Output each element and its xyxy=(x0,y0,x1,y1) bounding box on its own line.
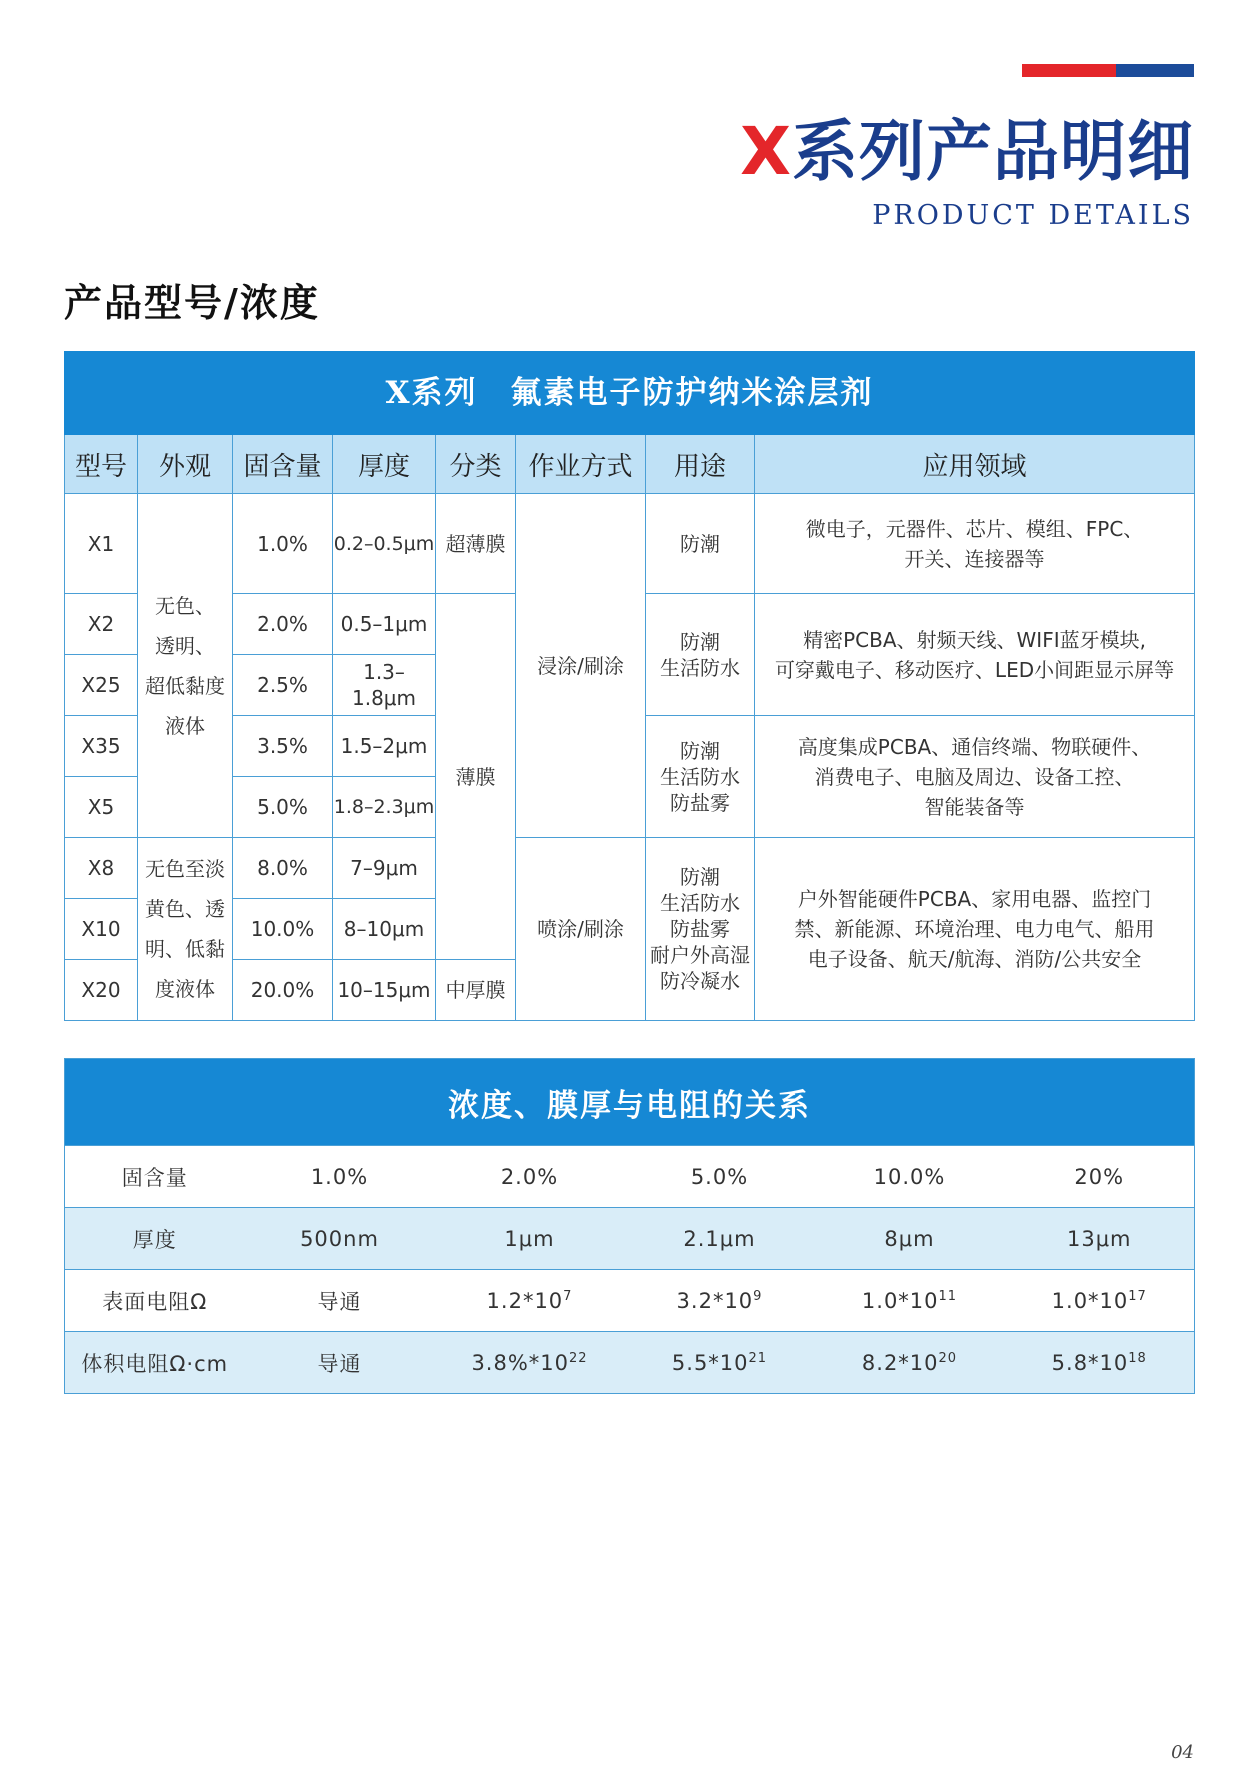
appearance-line: 无色至淡 xyxy=(145,857,225,881)
value-cell xyxy=(245,1332,435,1394)
value-exponent: 17 xyxy=(1128,1288,1147,1304)
thickness-cell: 1.3–1.8μm xyxy=(333,655,436,716)
thickness-cell: 0.5–1μm xyxy=(333,594,436,655)
model-cell: X2 xyxy=(65,594,138,655)
row-label: 厚度 xyxy=(65,1208,245,1270)
thickness-cell: 0.2–0.5μm xyxy=(333,494,436,594)
applications-line: 开关、连接器等 xyxy=(904,546,1045,571)
method-cell: 喷涂/刷涂 xyxy=(516,838,646,1021)
model-cell: X20 xyxy=(65,960,138,1021)
usage-line: 防潮 xyxy=(680,531,720,556)
value-base: 8.2*10 xyxy=(861,1350,939,1375)
value-cell: 10.0% xyxy=(815,1146,1005,1208)
model-cell: X35 xyxy=(65,716,138,777)
value-cell xyxy=(815,1332,1005,1394)
appearance-cell xyxy=(138,838,233,1021)
value-cell xyxy=(625,1332,815,1394)
applications-cell xyxy=(755,494,1195,594)
value-exponent: 11 xyxy=(938,1288,958,1304)
usage-cell xyxy=(646,716,755,838)
value-cell xyxy=(245,1270,435,1332)
value-cell xyxy=(435,1332,625,1394)
value-exponent: 9 xyxy=(753,1288,763,1304)
resistance-table xyxy=(64,1058,1195,1394)
header-category: 分类 xyxy=(436,435,516,494)
usage-cell xyxy=(646,594,755,716)
value-exponent: 7 xyxy=(563,1288,573,1304)
appearance-line: 液体 xyxy=(165,713,205,738)
value-base: 3.2*10 xyxy=(676,1288,754,1313)
value-cell: 500nm xyxy=(245,1208,435,1270)
value-cell xyxy=(435,1270,625,1332)
appearance-cell xyxy=(138,494,233,838)
value-cell: 20% xyxy=(1005,1146,1195,1208)
applications-cell xyxy=(755,838,1195,1021)
value-base: 导通 xyxy=(317,1351,362,1376)
value-cell: 1μm xyxy=(435,1208,625,1270)
applications-line: 消费电子、电脑及周边、设备工控、 xyxy=(814,764,1135,789)
appearance-line: 度液体 xyxy=(155,977,215,1001)
solids-cell: 1.0% xyxy=(233,494,333,594)
usage-line: 防潮 xyxy=(680,738,720,763)
usage-line: 生活防水 xyxy=(660,891,740,915)
thickness-cell: 10–15μm xyxy=(333,960,436,1021)
page-title-rest: 系列产品明细 xyxy=(792,113,1194,190)
page-title xyxy=(740,112,1194,192)
usage-cell xyxy=(646,838,755,1021)
applications-line: 电子设备、航天/航海、消防/公共安全 xyxy=(807,947,1142,971)
page-title-x: X xyxy=(740,113,792,190)
model-cell: X8 xyxy=(65,838,138,899)
applications-cell xyxy=(755,716,1195,838)
value-cell xyxy=(815,1270,1005,1332)
value-base: 5.5*10 xyxy=(671,1350,749,1375)
applications-line: 户外智能硬件PCBA、家用电器、监控门 xyxy=(797,887,1152,911)
appearance-line: 透明、 xyxy=(155,633,215,658)
model-cell: X1 xyxy=(65,494,138,594)
category-cell: 超薄膜 xyxy=(436,494,516,594)
solids-cell: 2.0% xyxy=(233,594,333,655)
solids-cell: 20.0% xyxy=(233,960,333,1021)
value-base: 1.0*10 xyxy=(1051,1288,1129,1313)
value-cell: 2.0% xyxy=(435,1146,625,1208)
solids-cell: 5.0% xyxy=(233,777,333,838)
usage-line: 防潮 xyxy=(680,629,720,654)
usage-cell xyxy=(646,494,755,594)
appearance-line: 无色、 xyxy=(155,593,215,618)
category-cell: 薄膜 xyxy=(436,594,516,960)
page-subtitle: PRODUCT DETAILS xyxy=(872,200,1194,231)
value-exponent: 22 xyxy=(569,1350,588,1366)
usage-line: 生活防水 xyxy=(660,655,740,680)
header-method: 作业方式 xyxy=(516,435,646,494)
value-exponent: 20 xyxy=(938,1350,958,1366)
value-base: 导通 xyxy=(317,1289,362,1314)
appearance-line: 黄色、透 xyxy=(145,897,225,921)
value-base: 3.8%*10 xyxy=(471,1350,570,1375)
header-appearance: 外观 xyxy=(138,435,233,494)
value-cell: 13μm xyxy=(1005,1208,1195,1270)
value-base: 1.2*10 xyxy=(486,1288,564,1313)
value-cell xyxy=(1005,1332,1195,1394)
value-base: 5.8*10 xyxy=(1051,1350,1129,1375)
solids-cell: 8.0% xyxy=(233,838,333,899)
header-model: 型号 xyxy=(65,435,138,494)
thickness-cell: 8–10μm xyxy=(333,899,436,960)
applications-line: 可穿戴电子、移动医疗、LED小间距显示屏等 xyxy=(774,657,1175,682)
thickness-cell: 1.5–2μm xyxy=(333,716,436,777)
applications-line: 微电子，元器件、芯片、模组、FPC、 xyxy=(805,516,1144,541)
resistance-table-banner: 浓度、膜厚与电阻的关系 xyxy=(65,1059,1195,1146)
applications-line: 禁、新能源、环境治理、电力电气、船用 xyxy=(794,917,1155,941)
value-base: 1.0*10 xyxy=(861,1288,939,1313)
header-applications: 应用领域 xyxy=(755,435,1195,494)
value-exponent: 21 xyxy=(748,1350,768,1366)
product-table xyxy=(64,351,1195,1021)
value-cell xyxy=(625,1270,815,1332)
thickness-cell: 7–9μm xyxy=(333,838,436,899)
usage-line: 防潮 xyxy=(680,865,720,889)
model-cell: X25 xyxy=(65,655,138,716)
value-cell: 2.1μm xyxy=(625,1208,815,1270)
product-table-banner: X系列 氟素电子防护纳米涂层剂 xyxy=(65,352,1195,435)
section-heading: 产品型号/浓度 xyxy=(64,280,320,325)
usage-line: 生活防水 xyxy=(660,764,740,789)
value-exponent: 18 xyxy=(1128,1350,1147,1366)
row-label: 体积电阻Ω·cm xyxy=(65,1332,245,1394)
row-label: 固含量 xyxy=(65,1146,245,1208)
row-label: 表面电阻Ω xyxy=(65,1270,245,1332)
model-cell: X5 xyxy=(65,777,138,838)
page-number: 04 xyxy=(1171,1742,1194,1763)
value-cell: 8μm xyxy=(815,1208,1005,1270)
method-cell: 浸涂/刷涂 xyxy=(516,494,646,838)
solids-cell: 2.5% xyxy=(233,655,333,716)
model-cell: X10 xyxy=(65,899,138,960)
appearance-line: 明、低黏 xyxy=(145,937,225,961)
header-thickness: 厚度 xyxy=(333,435,436,494)
category-cell: 中厚膜 xyxy=(436,960,516,1021)
applications-line: 精密PCBA、射频天线、WIFI蓝牙模块, xyxy=(803,627,1146,652)
value-cell: 5.0% xyxy=(625,1146,815,1208)
header-usage: 用途 xyxy=(646,435,755,494)
applications-line: 智能装备等 xyxy=(924,794,1025,819)
solids-cell: 10.0% xyxy=(233,899,333,960)
header-solids: 固含量 xyxy=(233,435,333,494)
accent-bar-red xyxy=(1022,64,1116,77)
thickness-cell: 1.8–2.3μm xyxy=(333,777,436,838)
appearance-line: 超低黏度 xyxy=(145,673,225,698)
usage-line: 防冷凝水 xyxy=(660,969,740,993)
value-cell: 1.0% xyxy=(245,1146,435,1208)
usage-line: 防盐雾 xyxy=(670,917,730,941)
usage-line: 耐户外高湿 xyxy=(650,943,750,967)
applications-line: 高度集成PCBA、通信终端、物联硬件、 xyxy=(797,734,1152,759)
applications-cell xyxy=(755,594,1195,716)
solids-cell: 3.5% xyxy=(233,716,333,777)
usage-line: 防盐雾 xyxy=(670,790,730,815)
value-cell xyxy=(1005,1270,1195,1332)
accent-bar-blue xyxy=(1116,64,1194,77)
